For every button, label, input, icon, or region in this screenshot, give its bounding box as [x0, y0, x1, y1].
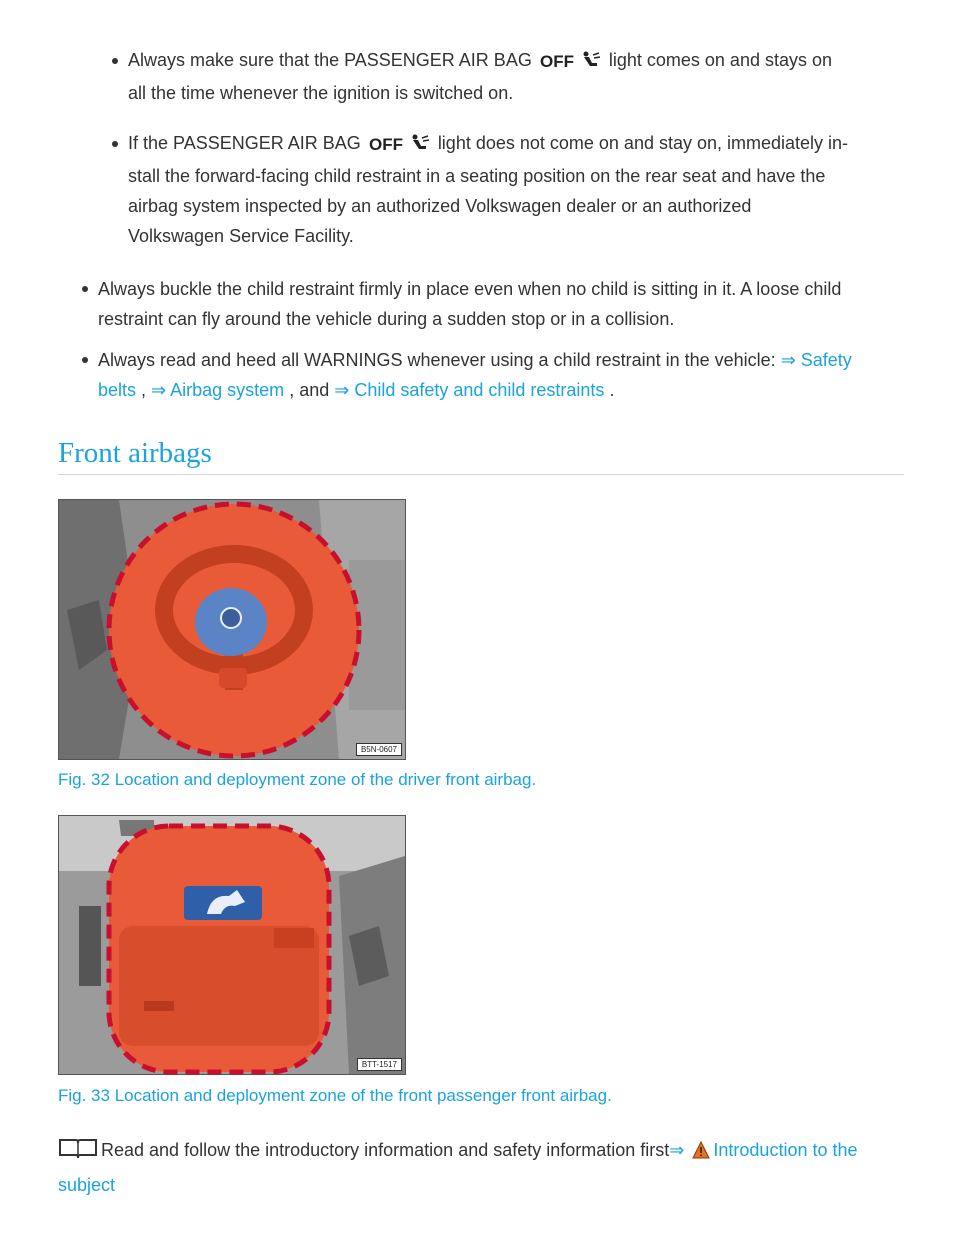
section-divider [58, 474, 904, 475]
intro-text: Read and follow the introductory information and safety information first [101, 1140, 670, 1160]
bullet-text: restraint can fly around the vehicle during a sudden stop or in a collision. [98, 309, 675, 329]
driver-airbag-illustration [59, 500, 405, 759]
bullet-text: light comes on and stays on [608, 50, 833, 70]
bullet-text: Volkswagen Service Facility. [128, 226, 354, 246]
nested-bullet-2 [128, 128, 848, 251]
link-text: Introduction to the [713, 1140, 858, 1160]
bullet-text: airbag system inspected by an authorized Volkswagen dealer or an authorized [128, 196, 752, 216]
bullet-buckle [98, 274, 841, 334]
airbag-off-icon [368, 131, 403, 161]
bullet-dot [112, 58, 118, 64]
book-icon [58, 1137, 98, 1169]
separator: , [136, 380, 152, 400]
svg-text:OFF: OFF [539, 52, 574, 71]
link-text: belts [98, 380, 137, 400]
bullet-dot [82, 286, 88, 292]
bullet-text: all the time whenever the ignition is switched on. [128, 83, 514, 103]
bullet-text: light does not come on and stay on, immediately in- [437, 133, 849, 153]
bullet-text: stall the forward-facing child restraint in a seating position on the rear seat and have the [128, 166, 826, 186]
link-airbag-system[interactable]: ⇒ Airbag system [151, 380, 285, 400]
link-text: subject [58, 1175, 116, 1195]
passenger-seat-icon [581, 48, 601, 78]
figure-code: BTT-1517 [357, 1058, 402, 1071]
warning-icon [692, 1137, 710, 1169]
intro-paragraph [58, 1134, 898, 1201]
figure-caption: Fig. 33 Location and deployment zone of the front passenger front airbag. [58, 1086, 612, 1105]
bullet-dot [82, 357, 88, 363]
airbag-off-icon [539, 48, 574, 78]
link-text: ⇒ Safety [780, 350, 852, 370]
bullet-text: Always read and heed all WARNINGS whenever using a child restraint in the vehicle: [98, 350, 776, 370]
bullet-dot [112, 141, 118, 147]
svg-text:OFF: OFF [368, 135, 403, 154]
bullet-text: Always make sure that the PASSENGER AIR BAG [128, 50, 532, 70]
section-title: Front airbags [58, 437, 212, 469]
intro-arrow: ⇒ [669, 1140, 685, 1160]
link-child-safety[interactable]: ⇒ Child safety and child restraints [334, 380, 605, 400]
passenger-airbag-illustration [59, 816, 405, 1074]
bullet-text: Always buckle the child restraint firmly in place even when no child is sitting in it. A loose child [98, 279, 842, 299]
figure-caption: Fig. 32 Location and deployment zone of the driver front airbag. [58, 770, 537, 789]
figure-passenger-airbag [58, 815, 406, 1075]
figure-driver-airbag [58, 499, 406, 760]
passenger-seat-icon [410, 131, 430, 161]
bullet-text: If the PASSENGER AIR BAG [128, 133, 361, 153]
separator: . [604, 380, 615, 400]
bullet-warnings [98, 345, 898, 405]
nested-bullet-1 [128, 45, 832, 108]
figure-code: B5N-0607 [356, 743, 402, 756]
separator: , and [284, 380, 335, 400]
